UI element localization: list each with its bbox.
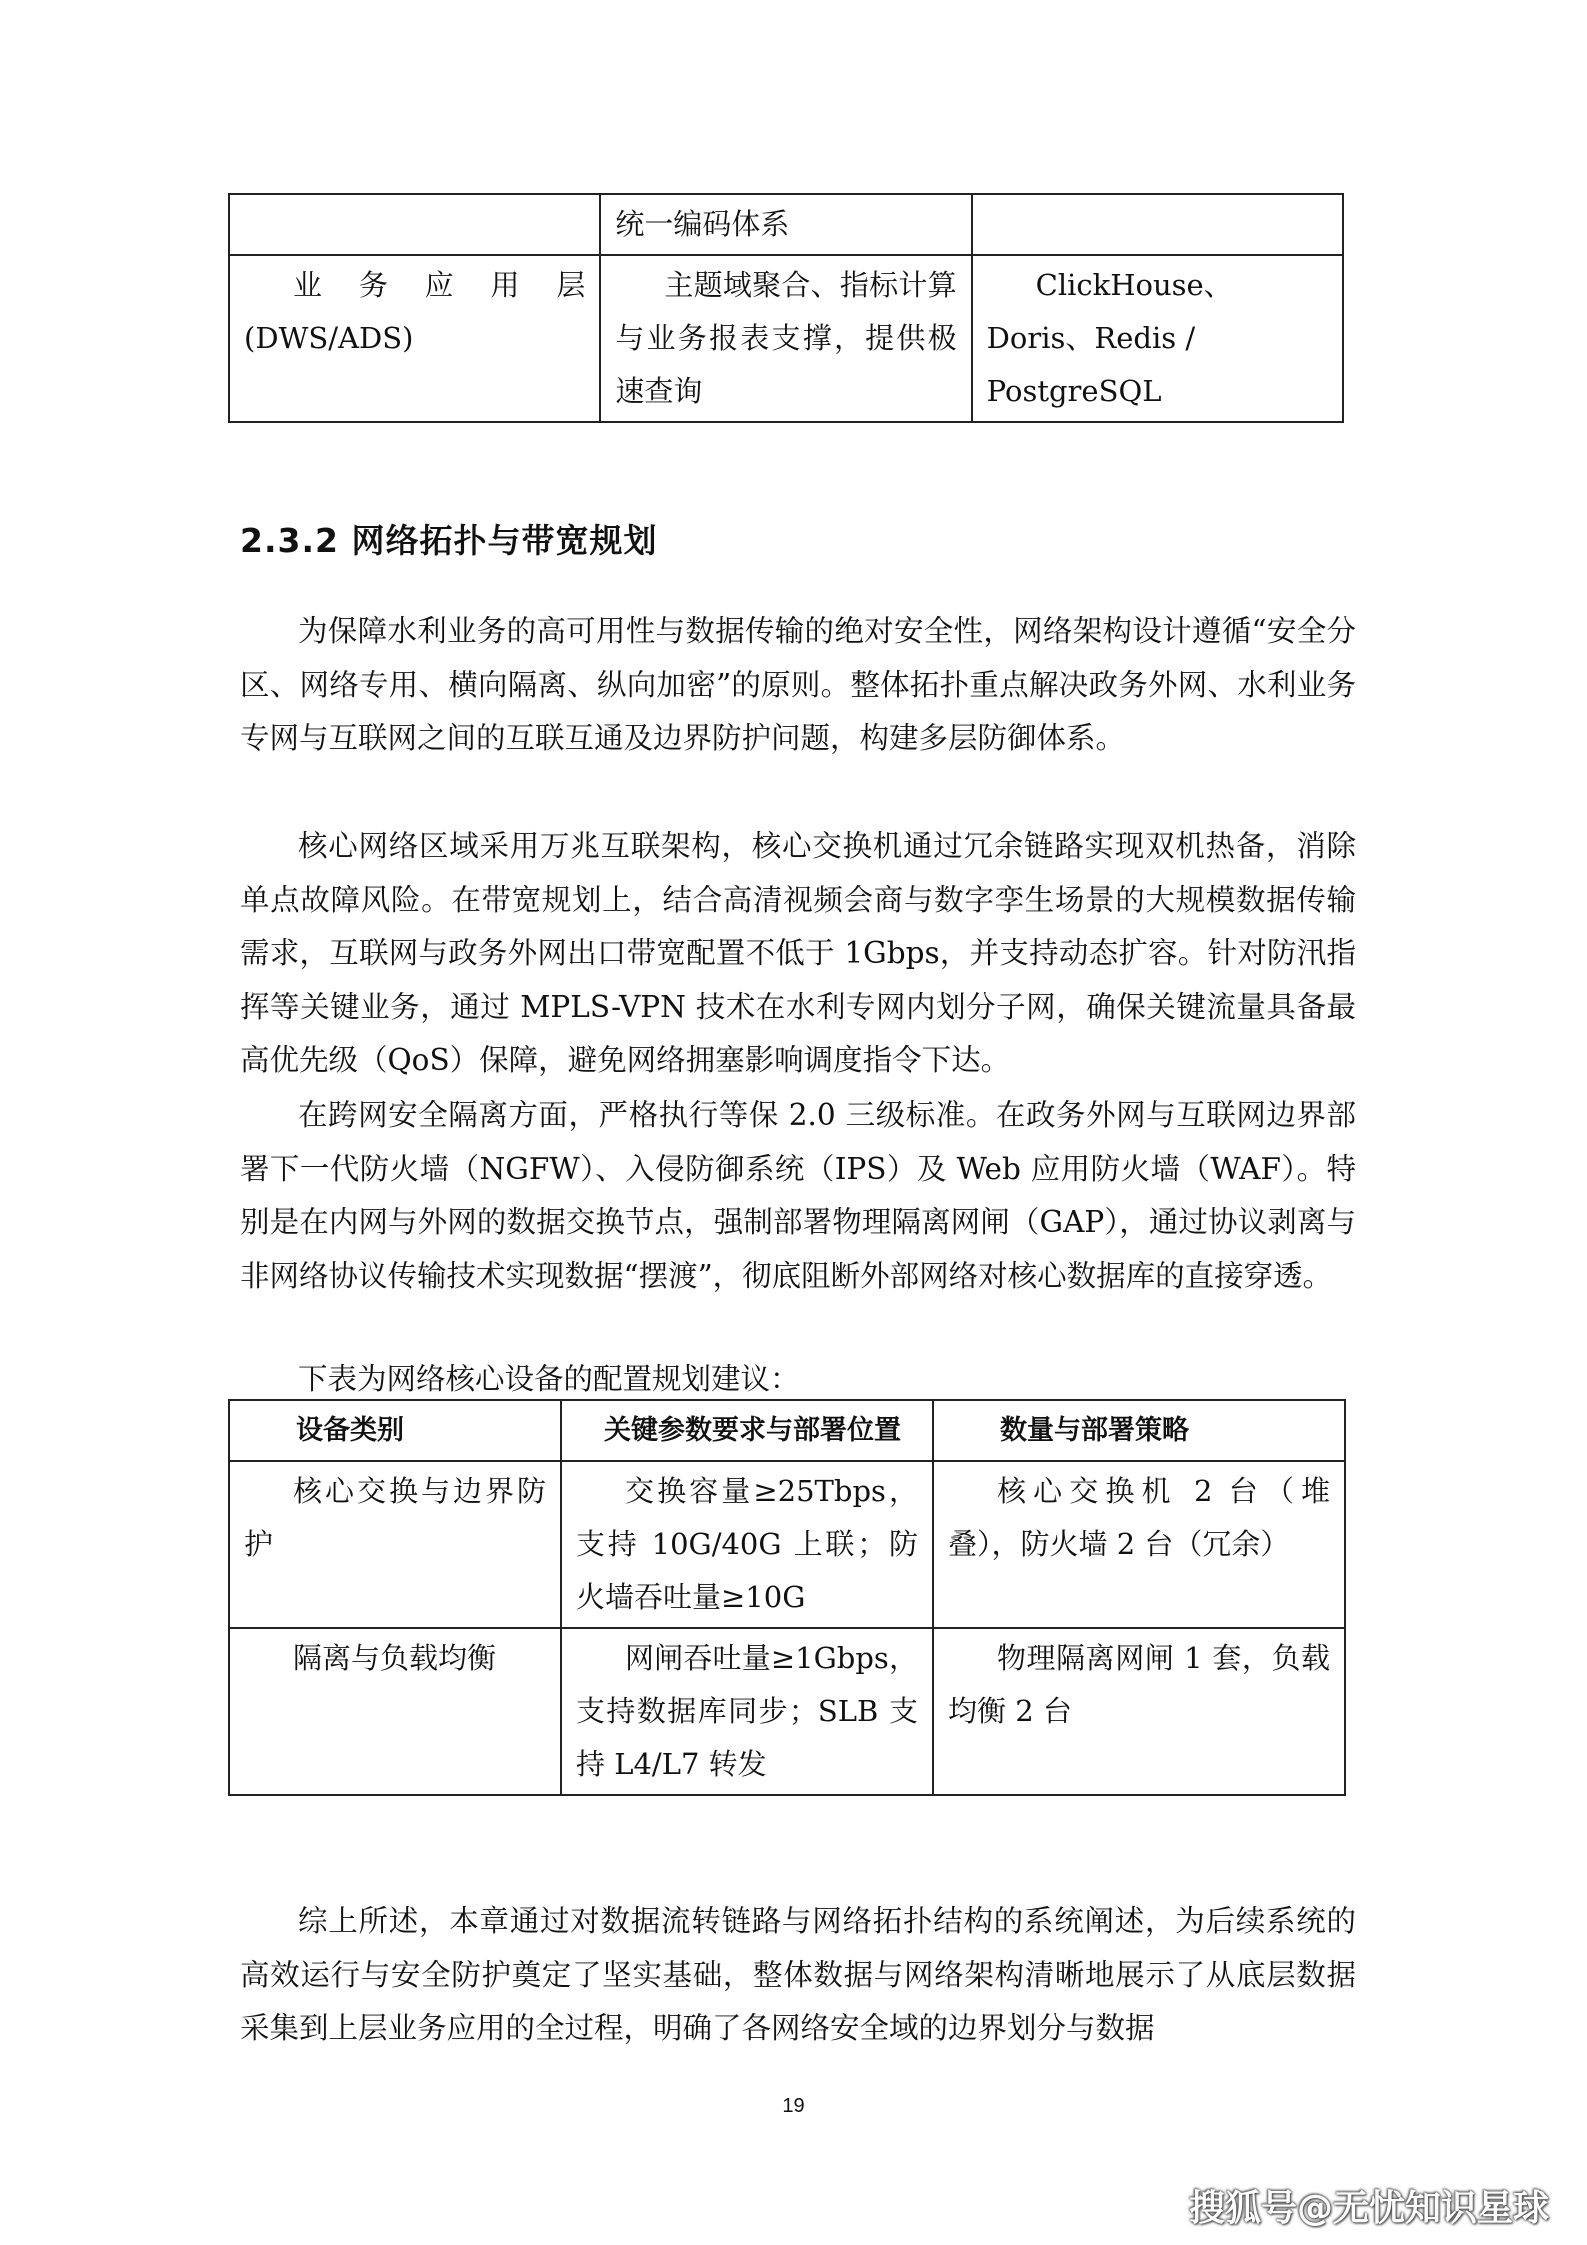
- table-cell: [972, 194, 1343, 255]
- table-header-row: [229, 1400, 1345, 1461]
- watermark: 搜狐号@无忧知识星球: [1188, 2188, 1549, 2229]
- column-header: 设备类别: [229, 1400, 561, 1461]
- table-cell: [229, 194, 600, 255]
- device-config-table: [228, 1399, 1346, 1796]
- table-cell: 物理隔离网闸 1 套，负载均衡 2 台: [933, 1628, 1345, 1795]
- table-cell: 统一编码体系: [600, 194, 971, 255]
- table-row: [229, 1461, 1345, 1628]
- table-cell: 网闸吞吐量≥1Gbps，支持数据库同步；SLB 支持 L4/L7 转发: [561, 1628, 933, 1795]
- column-header: 关键参数要求与部署位置: [561, 1400, 933, 1461]
- table-cell: 核心交换与边界防护: [229, 1461, 561, 1628]
- paragraph: 在跨网安全隔离方面，严格执行等保 2.0 三级标准。在政务外网与互联网边界部署下一代防火墙（NGFW）、入侵防御系统（IPS）及 Web 应用防火墙（WAF）。特别是在内网与外网的数据交换节点，强制部署物理隔离网闸（GAP），通过协议剥离与非网络协议传输技术实现数据“摆渡”，彻底阻断外部网络对核心数据库的直接穿透。: [240, 1098, 1356, 1293]
- table-intro: 下表为网络核心设备的配置规划建议：: [298, 1362, 800, 1396]
- table-row: [229, 194, 1343, 255]
- table-cell: 业 务 应 用 层 (DWS/ADS): [229, 255, 600, 422]
- paragraph: 综上所述，本章通过对数据流转链路与网络拓扑结构的系统阐述，为后续系统的高效运行与安全防护奠定了坚实基础，整体数据与网络架构清晰地展示了从底层数据采集到上层业务应用的全过程，明确了各网络安全域的边界划分与数据: [240, 1904, 1356, 2045]
- storage-layer-table: [228, 193, 1344, 423]
- table-cell: 隔离与负载均衡: [229, 1628, 561, 1795]
- table-cell: 核心交换机 2 台（堆叠），防火墙 2 台（冗余）: [933, 1461, 1345, 1628]
- paragraph: 为保障水利业务的高可用性与数据传输的绝对安全性，网络架构设计遵循“安全分区、网络专用、横向隔离、纵向加密”的原则。整体拓扑重点解决政务外网、水利业务专网与互联网之间的互联互通及边界防护问题，构建多层防御体系。: [240, 614, 1356, 755]
- page-number: 19: [782, 2095, 805, 2117]
- table-row: [229, 1628, 1345, 1795]
- table-cell: 交换容量≥25Tbps，支持 10G/40G 上联；防火墙吞吐量≥10G: [561, 1461, 933, 1628]
- section-heading: 2.3.2 网络拓扑与带宽规划: [240, 521, 658, 560]
- table-cell: ClickHouse、Doris、Redis / PostgreSQL: [972, 255, 1343, 422]
- paragraph: 核心网络区域采用万兆互联架构，核心交换机通过冗余链路实现双机热备，消除单点故障风险。在带宽规划上，结合高清视频会商与数字孪生场景的大规模数据传输需求，互联网与政务外网出口带宽配置不低于 1Gbps，并支持动态扩容。针对防汛指挥等关键业务，通过 MPLS-VPN 技术在水利专网内划分子网，确保关键流量具备最高优先级（QoS）保障，避免网络拥塞影响调度指令下达。: [240, 829, 1356, 1077]
- table-row: [229, 255, 1343, 422]
- table-cell: 主题域聚合、指标计算与业务报表支撑，提供极速查询: [600, 255, 971, 422]
- column-header: 数量与部署策略: [933, 1400, 1345, 1461]
